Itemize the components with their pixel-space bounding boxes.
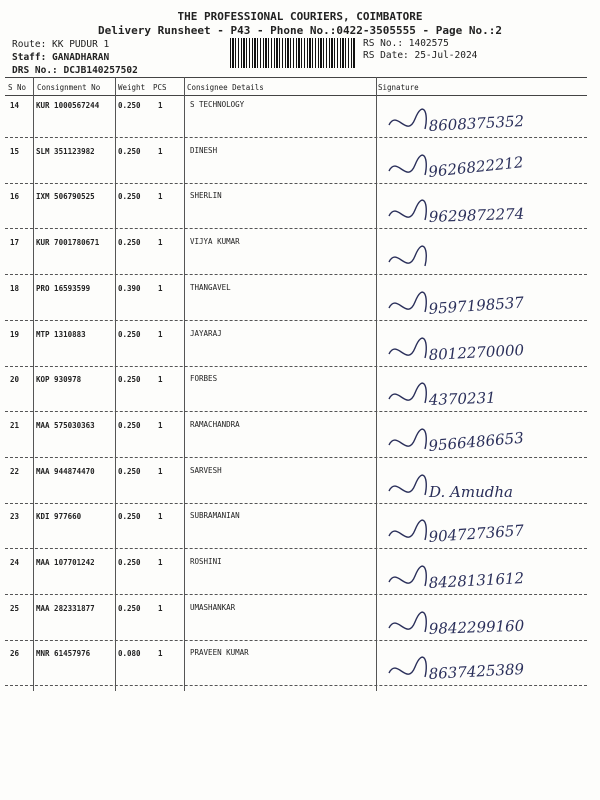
row-separator bbox=[5, 503, 587, 504]
row-pcs: 1 bbox=[158, 421, 163, 430]
row-pcs: 1 bbox=[158, 101, 163, 110]
row-pcs: 1 bbox=[158, 467, 163, 476]
col-divider bbox=[115, 77, 116, 691]
row-separator bbox=[5, 594, 587, 595]
signature-text: 8012270000 bbox=[428, 341, 525, 364]
row-sno: 18 bbox=[10, 284, 20, 293]
signature-text: 8608375352 bbox=[428, 112, 525, 135]
col-divider bbox=[376, 77, 377, 691]
row-sno: 20 bbox=[10, 375, 20, 384]
row-consignee: VIJYA KUMAR bbox=[190, 237, 240, 246]
row-separator bbox=[5, 274, 587, 275]
row-consignment-no: KOP 930978 bbox=[36, 375, 82, 384]
signature-text: 9597198537 bbox=[428, 293, 525, 318]
row-separator bbox=[5, 685, 587, 686]
row-consignee: ROSHINI bbox=[190, 557, 222, 566]
handwritten-signature bbox=[385, 425, 585, 465]
row-weight: 0.390 bbox=[118, 284, 141, 293]
row-separator bbox=[5, 228, 587, 229]
row-separator bbox=[5, 640, 587, 641]
row-consignee: RAMACHANDRA bbox=[190, 420, 240, 429]
row-pcs: 1 bbox=[158, 512, 163, 521]
col-divider bbox=[33, 77, 34, 691]
row-pcs: 1 bbox=[158, 238, 163, 247]
row-consignment-no: KDI 977660 bbox=[36, 512, 82, 521]
signature-text: 9842299160 bbox=[428, 616, 525, 638]
row-consignee: FORBES bbox=[190, 374, 218, 383]
row-consignment-no: PRO 16593599 bbox=[36, 284, 91, 293]
row-consignee: THANGAVEL bbox=[190, 283, 231, 292]
row-weight: 0.250 bbox=[118, 330, 141, 339]
row-separator bbox=[5, 183, 587, 184]
row-consignment-no: MAA 282331877 bbox=[36, 604, 95, 613]
row-pcs: 1 bbox=[158, 375, 163, 384]
row-weight: 0.250 bbox=[118, 192, 141, 201]
row-sno: 15 bbox=[10, 147, 20, 156]
handwritten-signature bbox=[385, 516, 585, 556]
row-consignment-no: MAA 575030363 bbox=[36, 421, 95, 430]
handwritten-signature bbox=[385, 653, 585, 693]
barcode bbox=[230, 38, 355, 68]
rs-date: RS Date: 25-Jul-2024 bbox=[363, 50, 478, 61]
row-consignee: UMASHANKAR bbox=[190, 603, 236, 612]
row-separator bbox=[5, 457, 587, 458]
signature-text: 9626822212 bbox=[427, 153, 525, 181]
handwritten-signature bbox=[385, 562, 585, 602]
row-consignee: SHERLIN bbox=[190, 191, 222, 200]
row-pcs: 1 bbox=[158, 284, 163, 293]
row-weight: 0.250 bbox=[118, 375, 141, 384]
col-divider bbox=[184, 77, 185, 691]
signature-text: 9566486653 bbox=[427, 428, 525, 455]
row-sno: 23 bbox=[10, 512, 20, 521]
row-pcs: 1 bbox=[158, 192, 163, 201]
row-weight: 0.250 bbox=[118, 147, 141, 156]
handwritten-signature bbox=[385, 379, 585, 419]
row-consignment-no: IXM 506790525 bbox=[36, 192, 95, 201]
col-header-sno: S No bbox=[8, 83, 27, 92]
row-consignment-no: KUR 7001780671 bbox=[36, 238, 100, 247]
table-top-rule bbox=[5, 77, 587, 78]
row-consignee: PRAVEEN KUMAR bbox=[190, 648, 249, 657]
row-consignment-no: MNR 61457976 bbox=[36, 649, 91, 658]
col-header-signature: Signature bbox=[378, 83, 419, 92]
row-sno: 21 bbox=[10, 421, 20, 430]
row-separator bbox=[5, 137, 587, 138]
rs-number: RS No.: 1402575 bbox=[363, 38, 449, 49]
row-weight: 0.250 bbox=[118, 604, 141, 613]
drs-number: DRS No.: DCJB140257502 bbox=[12, 65, 138, 76]
row-weight: 0.250 bbox=[118, 512, 141, 521]
row-consignee: JAYARAJ bbox=[190, 329, 222, 338]
row-consignee: S TECHNOLOGY bbox=[190, 100, 245, 109]
header-bottom-rule bbox=[5, 95, 587, 96]
row-sno: 26 bbox=[10, 649, 20, 658]
signature-text: 8637425389 bbox=[428, 660, 525, 683]
row-pcs: 1 bbox=[158, 330, 163, 339]
row-consignee: DINESH bbox=[190, 146, 218, 155]
company-title: THE PROFESSIONAL COURIERS, COIMBATORE bbox=[177, 10, 423, 23]
row-separator bbox=[5, 366, 587, 367]
row-sno: 25 bbox=[10, 604, 20, 613]
handwritten-signature bbox=[385, 105, 585, 145]
row-separator bbox=[5, 411, 587, 412]
row-consignment-no: MTP 1310883 bbox=[36, 330, 86, 339]
row-consignment-no: KUR 1000567244 bbox=[36, 101, 100, 110]
row-separator bbox=[5, 548, 587, 549]
row-pcs: 1 bbox=[158, 558, 163, 567]
signature-text: 8428131612 bbox=[428, 569, 525, 592]
row-sno: 14 bbox=[10, 101, 20, 110]
signature-text: 4370231 bbox=[428, 388, 496, 409]
route-label: Route: KK PUDUR 1 bbox=[12, 39, 110, 50]
row-consignee: SARVESH bbox=[190, 466, 222, 475]
col-header-pcs: PCS bbox=[153, 83, 167, 92]
row-sno: 17 bbox=[10, 238, 20, 247]
col-header-consignee: Consignee Details bbox=[187, 83, 264, 92]
row-sno: 22 bbox=[10, 467, 20, 476]
runsheet-title: Delivery Runsheet - P43 - Phone No.:0422-3505555 - Page No.:2 bbox=[98, 24, 502, 37]
row-consignment-no: MAA 944874470 bbox=[36, 467, 95, 476]
row-separator bbox=[5, 320, 587, 321]
signature-text: D. Amudha bbox=[429, 483, 513, 501]
row-weight: 0.250 bbox=[118, 101, 141, 110]
col-header-consignment: Consignment No bbox=[37, 83, 101, 92]
handwritten-signature bbox=[385, 334, 585, 374]
row-sno: 16 bbox=[10, 192, 20, 201]
signature-text: 9629872274 bbox=[428, 204, 525, 226]
handwritten-signature bbox=[385, 608, 585, 648]
row-sno: 19 bbox=[10, 330, 20, 339]
staff-label: Staff: GANADHARAN bbox=[12, 52, 110, 63]
row-weight: 0.250 bbox=[118, 238, 141, 247]
handwritten-signature bbox=[385, 151, 585, 191]
signature-text: 9047273657 bbox=[428, 521, 525, 546]
row-weight: 0.250 bbox=[118, 467, 141, 476]
handwritten-signature bbox=[385, 471, 585, 511]
handwritten-signature bbox=[385, 196, 585, 236]
row-weight: 0.080 bbox=[118, 649, 141, 658]
row-consignment-no: MAA 107701242 bbox=[36, 558, 95, 567]
row-consignment-no: SLM 351123982 bbox=[36, 147, 95, 156]
row-weight: 0.250 bbox=[118, 558, 141, 567]
row-pcs: 1 bbox=[158, 147, 163, 156]
row-pcs: 1 bbox=[158, 649, 163, 658]
row-weight: 0.250 bbox=[118, 421, 141, 430]
row-pcs: 1 bbox=[158, 604, 163, 613]
handwritten-signature bbox=[385, 288, 585, 328]
col-header-weight: Weight bbox=[118, 83, 146, 92]
row-sno: 24 bbox=[10, 558, 20, 567]
row-consignee: SUBRAMANIAN bbox=[190, 511, 240, 520]
handwritten-signature bbox=[385, 242, 585, 282]
